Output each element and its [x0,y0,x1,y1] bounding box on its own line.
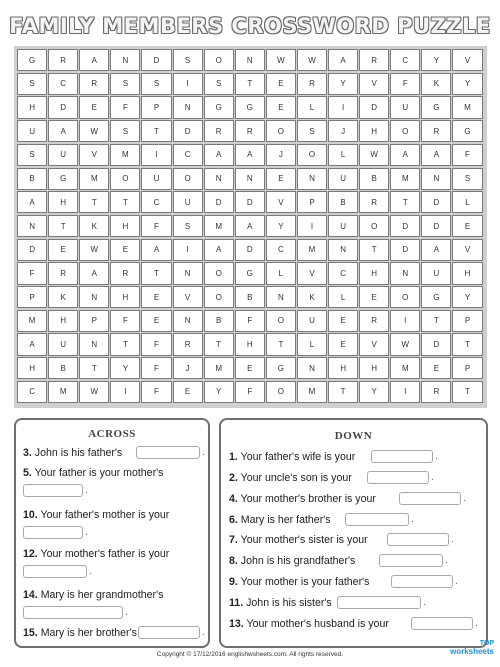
grid-cell: T [328,381,358,403]
letter-grid [14,46,487,408]
grid-cell: D [359,96,389,118]
grid-cell: M [297,239,327,261]
grid-cell: G [452,120,482,142]
grid-cell: I [173,73,203,95]
grid-cell: V [173,286,203,308]
grid-cell: O [204,49,234,71]
grid-cell: E [421,357,451,379]
grid-cell: U [173,191,203,213]
grid-cell: N [421,168,451,190]
grid-cell: F [141,215,171,237]
answer-box-across-14[interactable] [23,606,123,619]
across-clue-12 [23,548,169,560]
grid-cell: L [328,286,358,308]
grid-cell: G [235,96,265,118]
grid-cell: S [452,168,482,190]
grid-cell: Y [452,73,482,95]
grid-cell: T [110,191,140,213]
clue-text: Your father's wife is your [240,451,356,463]
clue-number: 2. [229,472,238,484]
grid-cell: U [328,168,358,190]
grid-cell: H [359,357,389,379]
grid-cell: J [328,120,358,142]
grid-cell: D [204,191,234,213]
grid-cell: A [390,144,420,166]
grid-cell: M [17,310,47,332]
grid-cell: B [328,191,358,213]
grid-cell: M [204,215,234,237]
grid-cell: S [141,73,171,95]
down-clue-6 [229,514,331,526]
grid-cell: H [17,357,47,379]
grid-cell: R [421,120,451,142]
down-clue-11 [229,597,332,609]
grid-cell: N [79,286,109,308]
grid-cell: E [48,239,78,261]
grid-cell: B [359,168,389,190]
down-clue-4 [229,493,376,505]
grid-cell: L [452,191,482,213]
clue-text: Your uncle's son is your [240,472,352,484]
grid-cell: H [48,191,78,213]
answer-box-down-7[interactable] [387,533,449,546]
grid-cell: F [235,381,265,403]
across-panel: ACROSS 3. John is his father's . 5. Your father is your mother's . 10. Your father's mother is your . 12. Your mother's father is your . 14. Mary is her grandmother's . 15. Mary is her brother's . [14,418,210,648]
grid-cell: N [17,215,47,237]
grid-cell: R [297,73,327,95]
grid-cell: M [390,357,420,379]
grid-cell: T [79,191,109,213]
grid-cell: G [204,96,234,118]
grid-cell: U [328,215,358,237]
grid-cell: D [390,239,420,261]
grid-cell: L [297,96,327,118]
grid-cell: J [173,357,203,379]
clue-number: 9. [229,576,238,588]
grid-cell: N [390,262,420,284]
page-title: FAMILY MEMBERS CROSSWORD PUZZLE [9,14,491,38]
grid-cell: C [328,262,358,284]
across-clue-3 [23,447,122,459]
grid-cell: H [110,286,140,308]
grid-cell: V [79,144,109,166]
grid-cell: N [235,168,265,190]
grid-cell: U [48,144,78,166]
grid-cell: T [141,262,171,284]
copyright-footer: Copyright © 17/12/2016 englishwsheets.com. All rights reserved. [156,651,344,658]
clue-text: John is his sister's [246,597,332,609]
grid-cell: D [48,96,78,118]
clue-text: Mary is her brother's [40,627,137,639]
grid-cell: G [235,262,265,284]
grid-cell: P [297,191,327,213]
grid-cell: R [359,310,389,332]
grid-cell: E [141,286,171,308]
grid-cell: W [266,49,296,71]
grid-cell: D [173,120,203,142]
clue-number: 13. [229,618,244,630]
grid-cell: E [452,215,482,237]
grid-cell: C [141,191,171,213]
clue-number: 1. [229,451,238,463]
answer-box-across-12[interactable] [23,565,87,578]
grid-cell: B [235,286,265,308]
clue-number: 4. [229,493,238,505]
grid-cell: P [452,310,482,332]
grid-cell: N [173,262,203,284]
clue-number: 10. [23,509,38,521]
grid-cell: R [48,49,78,71]
grid-cell: A [328,49,358,71]
grid-cell: H [110,215,140,237]
grid-cell: B [48,357,78,379]
across-clue-14 [23,589,163,601]
answer-box-down-8[interactable] [379,554,443,567]
grid-cell: R [421,381,451,403]
grid-cell: V [297,262,327,284]
grid-cell: C [173,144,203,166]
site-logo [450,640,494,656]
grid-cell: D [421,333,451,355]
grid-cell: M [79,168,109,190]
grid-cell: G [421,96,451,118]
grid-cell: N [297,168,327,190]
grid-cell: C [48,73,78,95]
grid-cell: E [110,239,140,261]
grid-cell: M [452,96,482,118]
grid-cell: N [110,49,140,71]
grid-cell: H [235,333,265,355]
grid-cell: N [173,96,203,118]
grid-cell: F [452,144,482,166]
grid-cell: V [359,333,389,355]
grid-cell: T [235,73,265,95]
grid-cell: E [328,310,358,332]
grid-cell: E [266,96,296,118]
grid-cell: Y [452,286,482,308]
grid-cell: A [421,144,451,166]
grid-cell: S [297,120,327,142]
grid-cell: V [266,191,296,213]
down-clue-8 [229,555,355,567]
grid-cell: E [235,357,265,379]
answer-box-across-5[interactable] [23,484,83,497]
grid-cell: W [79,120,109,142]
clue-text: Your father is your mother's [34,467,164,479]
grid-cell: S [110,120,140,142]
grid-cell: F [141,333,171,355]
across-heading: ACROSS [88,428,136,440]
down-clue-7 [229,534,368,546]
clue-number: 15. [23,627,38,639]
grid-cell: U [141,168,171,190]
grid-cell: I [297,215,327,237]
grid-cell: N [266,286,296,308]
grid-cell: T [79,357,109,379]
clue-number: 5. [23,467,32,479]
grid-cell: V [452,49,482,71]
grid-cell: S [173,215,203,237]
grid-cell: D [390,215,420,237]
grid-cell: I [173,239,203,261]
grid-cell: R [48,262,78,284]
grid-cell: L [328,144,358,166]
grid-cell: O [359,215,389,237]
grid-cell: I [390,310,420,332]
clue-number: 6. [229,514,238,526]
down-clue-1 [229,451,355,463]
grid-cell: V [359,73,389,95]
grid-cell: P [79,310,109,332]
down-clue-2 [229,472,352,484]
grid-cell: H [359,120,389,142]
grid-cell: Y [110,357,140,379]
grid-cell: R [359,49,389,71]
clue-text: Mary is her father's [240,514,331,526]
grid-cell: Y [204,381,234,403]
grid-cell: U [297,310,327,332]
grid-cell: W [79,239,109,261]
answer-box-down-1[interactable] [371,450,433,463]
grid-cell: O [390,120,420,142]
grid-cell: F [235,310,265,332]
grid-cell: D [421,215,451,237]
answer-box-down-11[interactable] [337,596,421,609]
grid-cell: O [266,120,296,142]
grid-cell: D [421,191,451,213]
grid-cell: A [17,333,47,355]
grid-cell: E [266,73,296,95]
grid-cell: T [48,215,78,237]
grid-cell: F [141,357,171,379]
grid-cell: F [390,73,420,95]
answer-box-across-10[interactable] [23,526,83,539]
grid-cell: P [452,357,482,379]
clue-text: John is his father's [34,447,123,459]
grid-cell: T [452,333,482,355]
grid-cell: H [48,310,78,332]
grid-cell: D [17,239,47,261]
grid-cell: T [110,333,140,355]
grid-cell: C [17,381,47,403]
grid-cell: T [390,191,420,213]
grid-cell: A [17,191,47,213]
answer-box-down-6[interactable] [345,513,409,526]
grid-cell: R [110,262,140,284]
grid-cell: E [141,310,171,332]
grid-cell: I [110,381,140,403]
clue-number: 14. [23,589,38,601]
grid-cell: P [17,286,47,308]
answer-box-across-15[interactable] [138,626,200,639]
clue-text: Your father's mother is your [40,509,170,521]
clue-text: John is his grandfather's [240,555,356,567]
grid-cell: C [266,239,296,261]
down-panel: DOWN 1. Your father's wife is your . 2. Your uncle's son is your . 4. Your mother's brother is your . 6. Mary is her father's . 7. Your mother's sister is your . 8. John is his grandfather's . 9. Your mother is your father's . 11. John is his sister's . 13. Your mother's husband is your . [219,418,488,648]
down-heading: DOWN [334,430,373,442]
grid-cell: K [297,286,327,308]
grid-cell: O [266,381,296,403]
grid-cell: E [328,333,358,355]
grid-cell: A [141,239,171,261]
grid-cell: O [173,168,203,190]
grid-cell: A [421,239,451,261]
grid-cell: G [421,286,451,308]
grid-cell: B [204,310,234,332]
across-clue-15 [23,627,137,639]
grid-cell: N [328,239,358,261]
grid-cell: B [17,168,47,190]
clue-text: Your mother's sister is your [240,534,368,546]
grid-cell: T [452,381,482,403]
grid-cell: S [17,144,47,166]
grid-cell: A [204,239,234,261]
grid-cell: N [79,333,109,355]
logo-line-1: TOP [479,640,494,647]
grid-cell: P [141,96,171,118]
grid-cell: H [328,357,358,379]
clue-number: 7. [229,534,238,546]
grid-cell: W [390,333,420,355]
grid-cell: S [204,73,234,95]
grid-cell: K [421,73,451,95]
across-clue-5 [23,467,163,479]
grid-cell: T [266,333,296,355]
grid-cell: A [79,262,109,284]
across-clue-10 [23,509,169,521]
grid-cell: N [297,357,327,379]
grid-cell: M [204,357,234,379]
clue-text: Mary is her grandmother's [40,589,164,601]
down-clue-9 [229,576,369,588]
grid-cell: O [204,262,234,284]
grid-cell: A [235,144,265,166]
grid-cell: N [173,310,203,332]
grid-cell: A [48,120,78,142]
grid-cell: Y [421,49,451,71]
grid-cell: U [421,262,451,284]
clue-number: 11. [229,597,244,609]
clue-number: 8. [229,555,238,567]
grid-cell: K [79,215,109,237]
grid-cell: F [17,262,47,284]
grid-cell: V [452,239,482,261]
grid-cell: S [17,73,47,95]
grid-cell: G [266,357,296,379]
grid-cell: R [79,73,109,95]
grid-cell: W [359,144,389,166]
grid-cell: F [110,96,140,118]
down-clue-13 [229,618,389,630]
answer-box-down-9[interactable] [391,575,453,588]
grid-cell: S [110,73,140,95]
clue-number: 12. [23,548,38,560]
grid-cell: O [110,168,140,190]
grid-cell: T [359,239,389,261]
grid-cell: H [359,262,389,284]
clue-text: Your mother's husband is your [246,618,389,630]
grid-cell: O [266,310,296,332]
grid-cell: C [390,49,420,71]
grid-cell: D [235,239,265,261]
grid-cell: R [204,120,234,142]
grid-cell: M [297,381,327,403]
grid-cell: T [421,310,451,332]
answer-box-across-3[interactable] [136,446,200,459]
grid-cell: A [79,49,109,71]
grid-cell: M [390,168,420,190]
grid-cell: E [79,96,109,118]
grid-cell: M [110,144,140,166]
grid-cell: I [141,144,171,166]
grid-cell: F [141,381,171,403]
answer-box-down-2[interactable] [367,471,429,484]
grid-cell: G [48,168,78,190]
clue-text: Your mother's father is your [40,548,170,560]
grid-cell: A [204,144,234,166]
grid-cell: Y [328,73,358,95]
grid-cell: T [204,333,234,355]
grid-cell: L [266,262,296,284]
grid-cell: H [452,262,482,284]
grid-cell: G [17,49,47,71]
logo-line-2: worksheets [449,647,494,656]
grid-cell: I [328,96,358,118]
grid-cell: U [48,333,78,355]
grid-cell: E [173,381,203,403]
grid-cell: W [79,381,109,403]
grid-cell: R [235,120,265,142]
grid-cell: E [359,286,389,308]
grid-cell: I [390,381,420,403]
grid-cell: W [297,49,327,71]
grid-cell: L [297,333,327,355]
grid-cell: M [48,381,78,403]
clue-number: 3. [23,447,32,459]
answer-box-down-13[interactable] [411,617,473,630]
grid-cell: N [204,168,234,190]
grid-cell: U [390,96,420,118]
grid-cell: F [110,310,140,332]
grid-cell: R [359,191,389,213]
grid-cell: A [235,215,265,237]
grid-cell: T [141,120,171,142]
grid-cell: K [48,286,78,308]
grid-cell: E [266,168,296,190]
clue-text: Your mother is your father's [240,576,370,588]
answer-box-down-4[interactable] [399,492,461,505]
grid-cell: S [173,49,203,71]
grid-cell: Y [266,215,296,237]
grid-cell: Y [359,381,389,403]
grid-cell: D [141,49,171,71]
grid-cell: O [297,144,327,166]
clue-text: Your mother's brother is your [240,493,376,505]
grid-cell: U [17,120,47,142]
grid-cell: H [17,96,47,118]
grid-cell: R [173,333,203,355]
grid-cell: N [235,49,265,71]
grid-cell: D [235,191,265,213]
grid-cell: O [390,286,420,308]
grid-cell: O [204,286,234,308]
grid-cell: J [266,144,296,166]
